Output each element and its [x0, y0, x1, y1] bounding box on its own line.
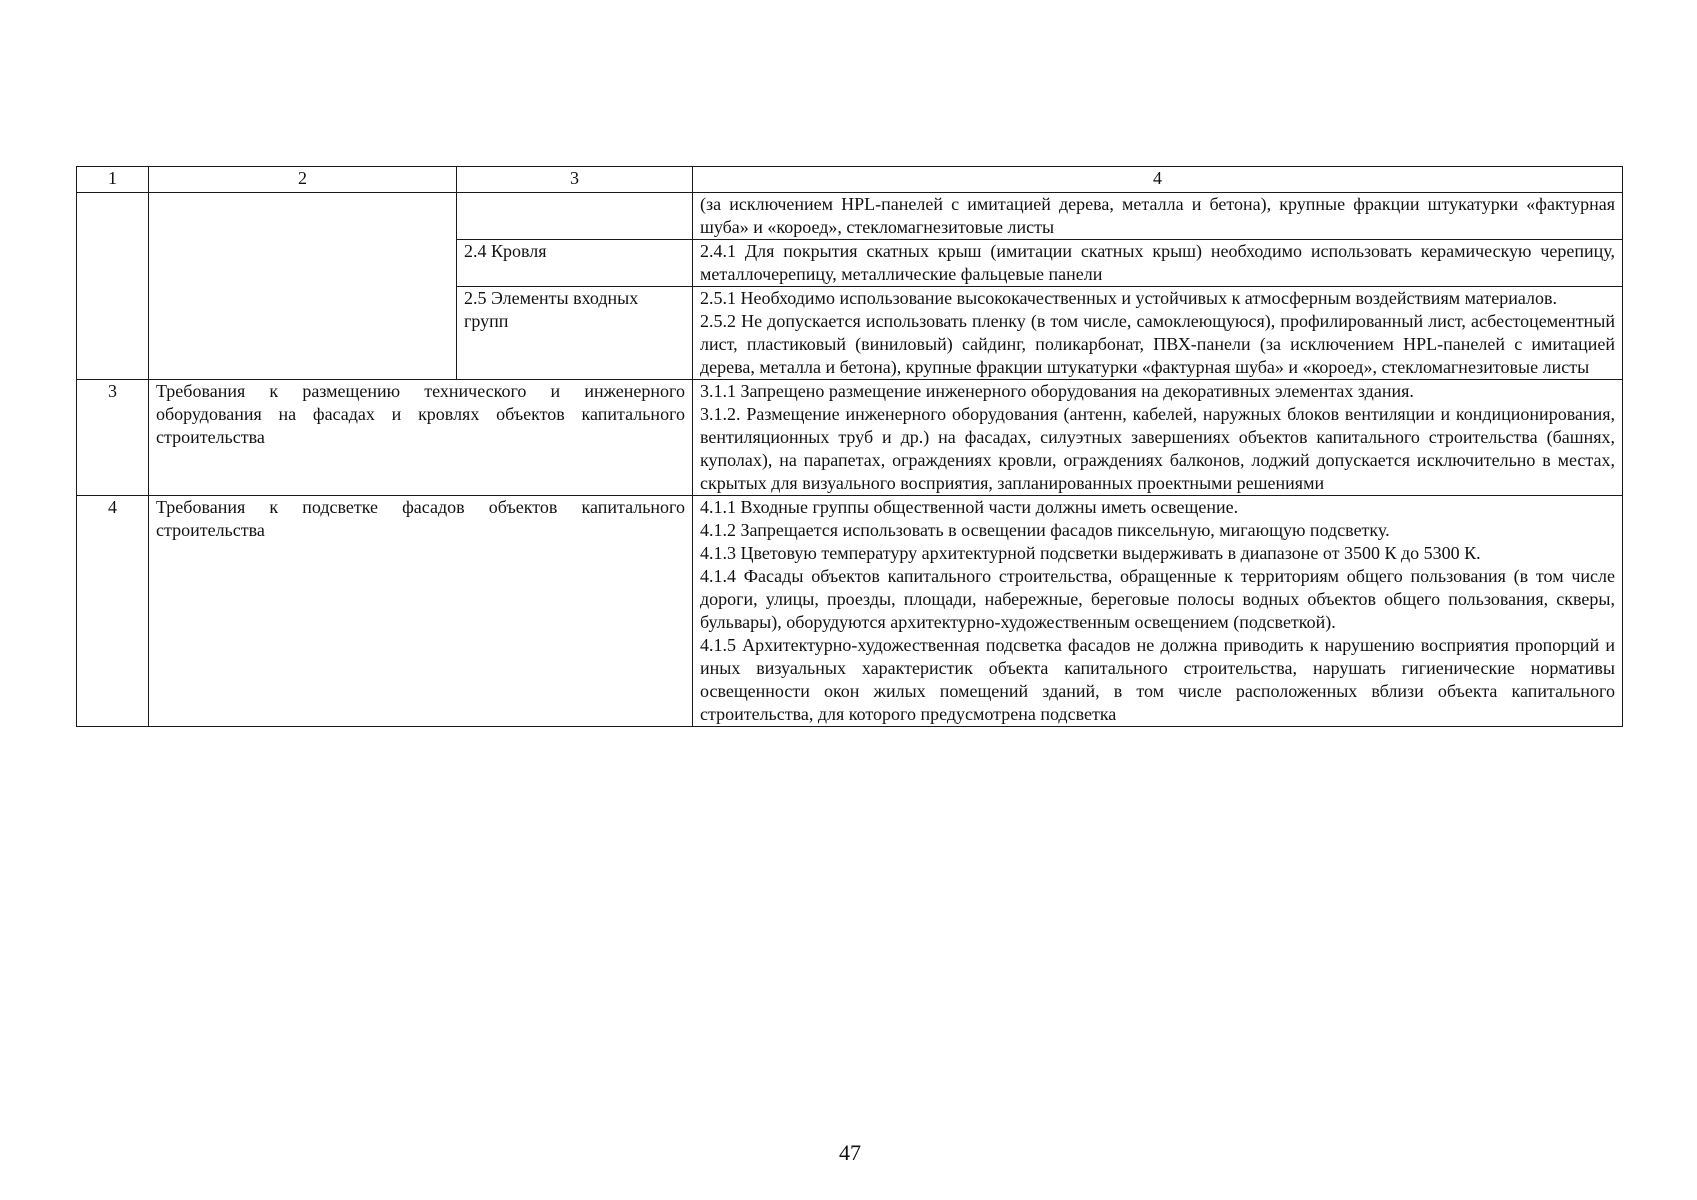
requirement-text: 3.1.1 Запрещено размещение инженерного оборудования на декоративных элементах здания.	[700, 381, 1414, 401]
subsection-cell-roof: 2.4 Кровля	[457, 240, 693, 287]
requirement-text: 2.4.1 Для покрытия скатных крыш (имитации скатных крыш) необходимо использовать керамическую черепицу, металлочерепицу, металлические фальцевые панели	[700, 241, 1615, 284]
row-num-cell	[77, 193, 149, 380]
requirement-text: 2.5.1 Необходимо использование высококачественных и устойчивых к атмосферным воздействиям материалов.	[700, 288, 1558, 308]
row-title-text: Требования к подсветке фасадов объектов капитального строительства	[156, 497, 685, 540]
requirement-cell	[693, 240, 1623, 287]
header-col-2: 2	[149, 167, 457, 193]
requirement-text: 3.1.2. Размещение инженерного оборудования (антенн, кабелей, наружных блоков вентиляции и кондиционирования, вентиляционных труб и др.) на фасадах, силуэтных завершениях объектов капитального строительства (башнях, куполах), на парапетах, ограждениях кровли, ограждениях балконов, лоджий допускается исключительно в местах, скрытых для визуального восприятия, запланированных проектными решениями	[700, 404, 1615, 493]
requirement-text: 4.1.2 Запрещается использовать в освещении фасадов пиксельную, мигающую подсветку.	[700, 520, 1390, 540]
row-title-cell	[149, 193, 457, 380]
row-title-cell	[149, 380, 693, 496]
header-col-3: 3	[457, 167, 693, 193]
table-header-row	[77, 167, 1623, 193]
requirement-text: 4.1.4 Фасады объектов капитального строительства, обращенные к территориям общего пользования (в том числе дороги, улицы, проезды, площади, набережные, береговые полосы водных объектов общего пользования, скверы, бульвары), оборудуются архитектурно-художественным освещением (подсветкой).	[700, 566, 1615, 632]
table-row-3	[77, 380, 1623, 496]
subsection-cell	[457, 193, 693, 240]
row-title-text: Требования к размещению технического и инженерного оборудования на фасадах и кровлях объектов капитального строительства	[156, 381, 685, 447]
header-col-1: 1	[77, 167, 149, 193]
requirements-table	[76, 166, 1623, 727]
subsection-cell-entrance: 2.5 Элементы входных групп	[457, 287, 693, 380]
row-num-cell: 4	[77, 496, 149, 727]
requirement-cell	[693, 380, 1623, 496]
requirement-text: (за исключением HPL-панелей с имитацией дерева, металла и бетона), крупные фракции штукатурки «фактурная шуба» и «короед», стекломагнезитовые листы	[700, 194, 1615, 237]
requirement-text: 2.5.2 Не допускается использовать пленку (в том числе, самоклеющуюся), профилированный лист, асбестоцементный лист, пластиковый (виниловый) сайдинг, поликарбонат, ПВХ-панели (за исключением HPL-панелей с имитацией дерева, металла и бетона), крупные фракции штукатурки «фактурная шуба» и «короед», стекломагнезитовые листы	[700, 311, 1615, 377]
row-num-cell: 3	[77, 380, 149, 496]
page-number: 47	[839, 1140, 861, 1165]
requirement-cell	[693, 287, 1623, 380]
requirement-text: 4.1.3 Цветовую температуру архитектурной подсветки выдерживать в диапазоне от 3500 К до 5300 К.	[700, 543, 1481, 563]
row-title-cell	[149, 496, 693, 727]
requirement-text: 4.1.5 Архитектурно-художественная подсветка фасадов не должна приводить к нарушению восприятия пропорций и иных визуальных характеристик объекта капитального строительства, нарушать гигиенические нормативы освещенности окон жилых помещений зданий, в том числе расположенных вблизи объекта капитального строительства, для которого предусмотрена подсветка	[700, 635, 1615, 724]
header-col-4: 4	[693, 167, 1623, 193]
table-row	[77, 193, 1623, 240]
table-row-4	[77, 496, 1623, 727]
requirement-text: 4.1.1 Входные группы общественной части должны иметь освещение.	[700, 497, 1239, 517]
requirement-cell	[693, 496, 1623, 727]
requirement-cell	[693, 193, 1623, 240]
